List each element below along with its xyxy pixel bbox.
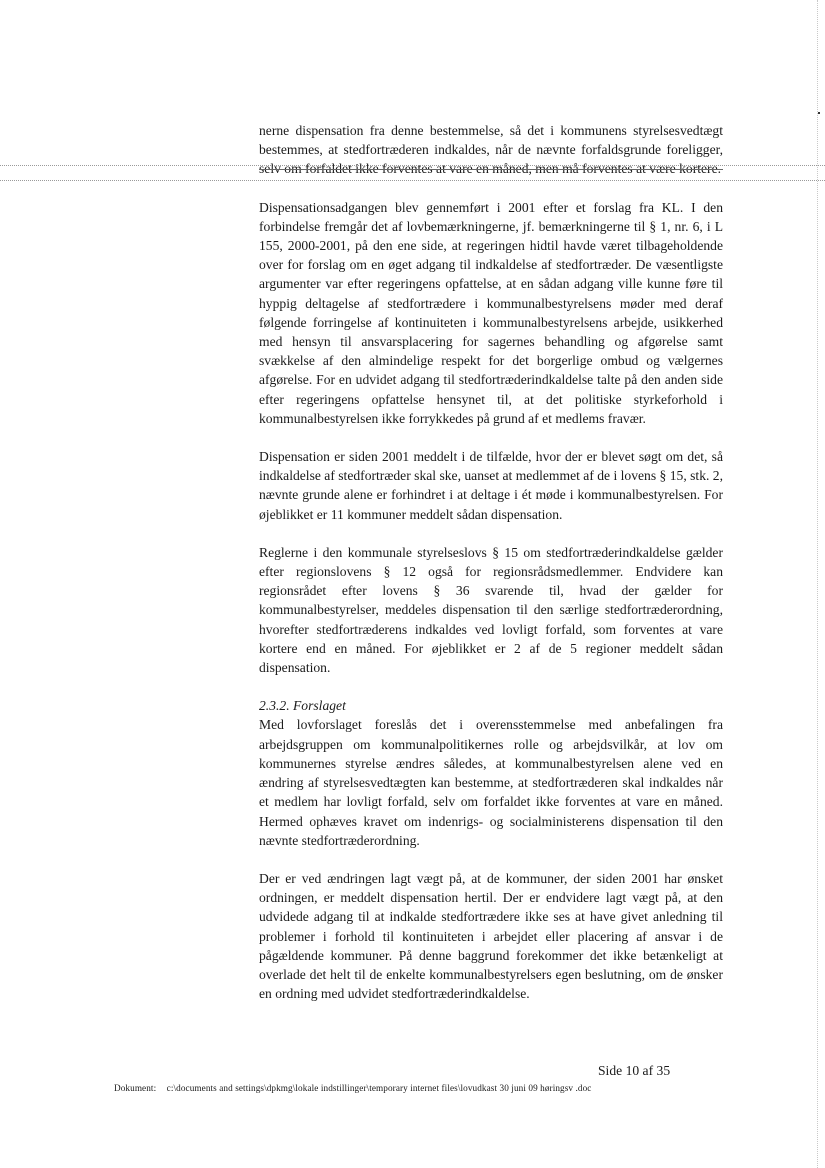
paragraph: Dispensation er siden 2001 meddelt i de tilfælde, hvor der er blevet søgt om det, så indkaldelse af stedfortræder skal ske, uanset at medlemmet af de i lovens § 15, stk. 2, nævnte grunde alene er forhindret i at deltage i ét møde i kommunalbestyrelsen. For øjeblikket er 11 kommuner meddelt sådan dispensation. xyxy=(259,449,723,522)
document-body xyxy=(259,121,723,1022)
paragraph: nerne dispensation fra denne bestemmelse, så det i kommunens styrelsesvedtægt bestemmes, at stedfortræderen indkaldes, når de nævnte forfaldsgrunde foreligger, selv om forfaldet ikke forventes at vare en måned, men må forventes at være kortere. xyxy=(259,123,723,177)
page-number: Side 10 af 35 xyxy=(598,1063,671,1078)
paragraph: Med lovforslaget foreslås det i overensstemmelse med anbefalingen fra arbejdsgruppen om kommunalpolitikernes rolle og arbejdsvilkår, at lov om kommunernes styrelse ændres således, at kommunalbestyrelsen alene ved en ændring af styrelsesvedtægten kan bestemme, at stedfortræderen skal indkaldes når et medlem har lovligt forfald, selv om forfaldet ikke forventes at vare en måned. Hermed ophæves kravet om indenrigs- og socialministerens dispensation til den nævnte stedfortræderordning. xyxy=(259,717,723,848)
footer-path: c:\documents and settings\dpkmg\lokale indstillinger\temporary internet files\lovudkast 30 juni 09 høringsv .doc xyxy=(166,1083,592,1093)
strike-line xyxy=(259,169,723,170)
paragraph: Der er ved ændringen lagt vægt på, at de kommuner, der siden 2001 har ønsket ordningen, er meddelt dispensation hertil. Der er endvidere lagt vægt på, at den udvidede adgang til at indkalde stedfortrædere ikke ses at have givet anledning til problemer i forhold til kontinuiteten i arbejdet eller placering af ansvar i de pågældende kommuner. På denne baggrund forekommer det ikke betænkeligt at overlade det helt til de enkelte kommunalbestyrelsers egen beslutning, om de ønsker en ordning med udvidet stedfortræderindkaldelse. xyxy=(259,870,723,1002)
paragraph: Dispensationsadgangen blev gennemført i 2001 efter et forslag fra KL. I den forbindelse fremgår det af lovbemærkningerne, jf. bemærkningerne til § 1, nr. 6, i L 155, 2000-2001, på den ene side, at regeringen hidtil havde været tilbageholdende over for forslag om en øget adgang til indkaldelse af stedfortræder. De væsentligste argumenter var efter regeringens opfattelse, at en sådan adgang ville kunne føre til hyppig deltagelse af stedfortrædere i kommunalbestyrelsens møder med deraf følgende forringelse af kontinuiteten i kommunalbestyrelsens arbejde, usikkerhed med hensyn til ansvarsplacering for sagernes behandling og afgørelse samt svækkelse af den almindelige respekt for det borgerlige ombud og vælgernes afgørelse. For en udvidet adgang til stedfortræderindkaldelse talte på den anden side efter regeringens opfattelse hensynet til, at det politiske styrkeforhold i kommunalbestyrelsen ikke forrykkedes på grund af et medlems fravær. xyxy=(259,199,723,426)
scan-edge xyxy=(817,0,818,1168)
section-heading: 2.3.2. Forslaget xyxy=(259,698,346,714)
scan-speck xyxy=(818,112,820,114)
footer-label: Dokument: xyxy=(114,1083,157,1093)
paragraph: Reglerne i den kommunale styrelseslovs § 15 om stedfortræderindkaldelse gælder efter regionslovens § 12 også for regionsrådsmedlemmer. Endvidere kan regionsrådet efter lovens § 36 svarende til, hvad der gælder for kommunalbestyrelser, meddeles dispensation til den særlige stedfortræderordning, hvorefter stedfortræderens indkaldes ved lovligt forfald, som forventes at vare kortere end en måned. For øjeblikket er 2 af de 5 regioner meddelt sådan dispensation. xyxy=(259,544,723,676)
document-footer xyxy=(114,1083,591,1093)
